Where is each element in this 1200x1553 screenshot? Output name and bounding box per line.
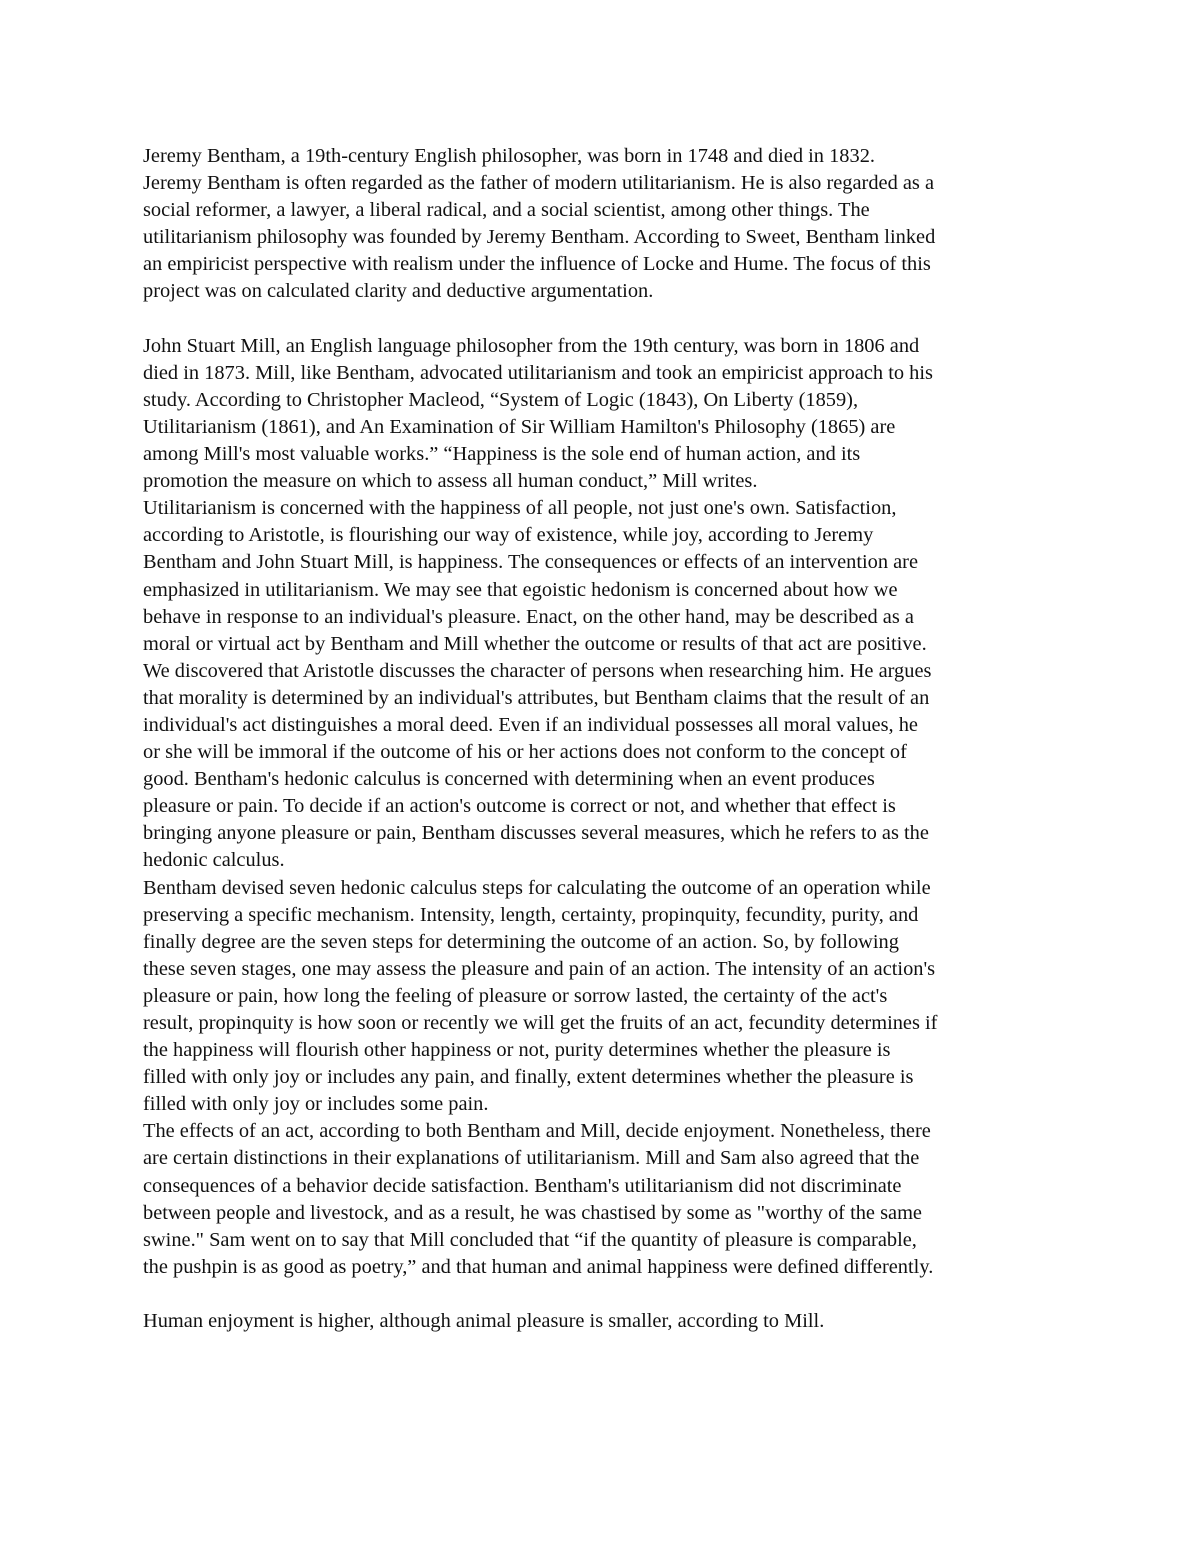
text-line: emphasized in utilitarianism. We may see that egoistic hedonism is concerned about how we xyxy=(143,578,898,601)
text-line: Bentham devised seven hedonic calculus steps for calculating the outcome of an operation while xyxy=(143,876,931,899)
text-line: according to Aristotle, is flourishing our way of existence, while joy, according to Jeremy xyxy=(143,524,874,547)
text-line: Human enjoyment is higher, although animal pleasure is smaller, according to Mill. xyxy=(143,1310,825,1333)
paragraph-spacer xyxy=(143,1281,1073,1308)
document-body xyxy=(143,143,1073,1335)
text-line: John Stuart Mill, an English language philosopher from the 19th century, was born in 1806 and xyxy=(143,334,920,357)
text-line: swine." Sam went on to say that Mill concluded that “if the quantity of pleasure is comparable, xyxy=(143,1228,917,1251)
text-line: good. Bentham's hedonic calculus is concerned with determining when an event produces xyxy=(143,768,875,791)
text-line: or she will be immoral if the outcome of his or her actions does not conform to the concept of xyxy=(143,741,907,764)
text-line: filled with only joy or includes some pain. xyxy=(143,1093,489,1116)
text-line: the pushpin is as good as poetry,” and that human and animal happiness were defined differently. xyxy=(143,1255,934,1278)
text-line: behave in response to an individual's pleasure. Enact, on the other hand, may be described as a xyxy=(143,605,914,628)
text-line: hedonic calculus. xyxy=(143,849,285,872)
text-line: project was on calculated clarity and deductive argumentation. xyxy=(143,280,654,303)
text-line: The effects of an act, according to both Bentham and Mill, decide enjoyment. Nonetheless, there xyxy=(143,1120,931,1143)
text-line: utilitarianism philosophy was founded by Jeremy Bentham. According to Sweet, Bentham linked xyxy=(143,226,936,249)
text-line: died in 1873. Mill, like Bentham, advocated utilitarianism and took an empiricist approach to his xyxy=(143,361,933,384)
text-line: Jeremy Bentham, a 19th-century English philosopher, was born in 1748 and died in 1832. xyxy=(143,145,875,167)
text-line: finally degree are the seven steps for determining the outcome of an action. So, by following xyxy=(143,930,899,953)
text-line: individual's act distinguishes a moral deed. Even if an individual possesses all moral values, he xyxy=(143,713,918,736)
text-line: among Mill's most valuable works.” “Happiness is the sole end of human action, and its xyxy=(143,443,861,466)
text-line: between people and livestock, and as a result, he was chastised by some as "worthy of the same xyxy=(143,1201,922,1224)
text-line: moral or virtual act by Bentham and Mill whether the outcome or results of that act are positive. xyxy=(143,632,927,655)
text-line: preserving a specific mechanism. Intensity, length, certainty, propinquity, fecundity, purity, and xyxy=(143,903,919,926)
paragraph-mill-and-utilitarianism xyxy=(143,333,1073,1281)
paragraph-spacer xyxy=(143,306,1073,333)
text-line: pleasure or pain, how long the feeling of pleasure or sorrow lasted, the certainty of the act's xyxy=(143,984,888,1007)
text-line: the happiness will flourish other happiness or not, purity determines whether the pleasure is xyxy=(143,1039,891,1062)
text-line: bringing anyone pleasure or pain, Bentham discusses several measures, which he refers to as the xyxy=(143,822,929,845)
text-line: pleasure or pain. To decide if an action's outcome is correct or not, and whether that effect is xyxy=(143,795,896,818)
text-line: result, propinquity is how soon or recently we will get the fruits of an act, fecundity determines if xyxy=(143,1012,938,1034)
paragraph-bentham-intro xyxy=(143,143,1073,306)
text-line: Utilitarianism is concerned with the happiness of all people, not just one's own. Satisfaction, xyxy=(143,497,897,520)
text-line: consequences of a behavior decide satisfaction. Bentham's utilitarianism did not discriminate xyxy=(143,1174,902,1197)
text-line: promotion the measure on which to assess all human conduct,” Mill writes. xyxy=(143,470,758,493)
text-line: study. According to Christopher Macleod, “System of Logic (1843), On Liberty (1859), xyxy=(143,388,859,411)
text-line: Bentham and John Stuart Mill, is happiness. The consequences or effects of an intervention are xyxy=(143,551,919,574)
text-line: Utilitarianism (1861), and An Examination of Sir William Hamilton's Philosophy (1865) are xyxy=(143,415,896,438)
text-line: these seven stages, one may assess the pleasure and pain of an action. The intensity of an action's xyxy=(143,957,936,980)
text-line: filled with only joy or includes any pain, and finally, extent determines whether the pleasure is xyxy=(143,1066,914,1089)
text-line: social reformer, a lawyer, a liberal radical, and a social scientist, among other things. The xyxy=(143,199,870,222)
text-line: are certain distinctions in their explanations of utilitarianism. Mill and Sam also agreed that the xyxy=(143,1147,920,1170)
paragraph-conclusion xyxy=(143,1308,1073,1335)
text-line: We discovered that Aristotle discusses the character of persons when researching him. He argues xyxy=(143,659,932,682)
text-line: that morality is determined by an individual's attributes, but Bentham claims that the result of an xyxy=(143,686,930,709)
text-line: an empiricist perspective with realism under the influence of Locke and Hume. The focus of this xyxy=(143,253,931,276)
text-line: Jeremy Bentham is often regarded as the father of modern utilitarianism. He is also regarded as a xyxy=(143,172,934,195)
